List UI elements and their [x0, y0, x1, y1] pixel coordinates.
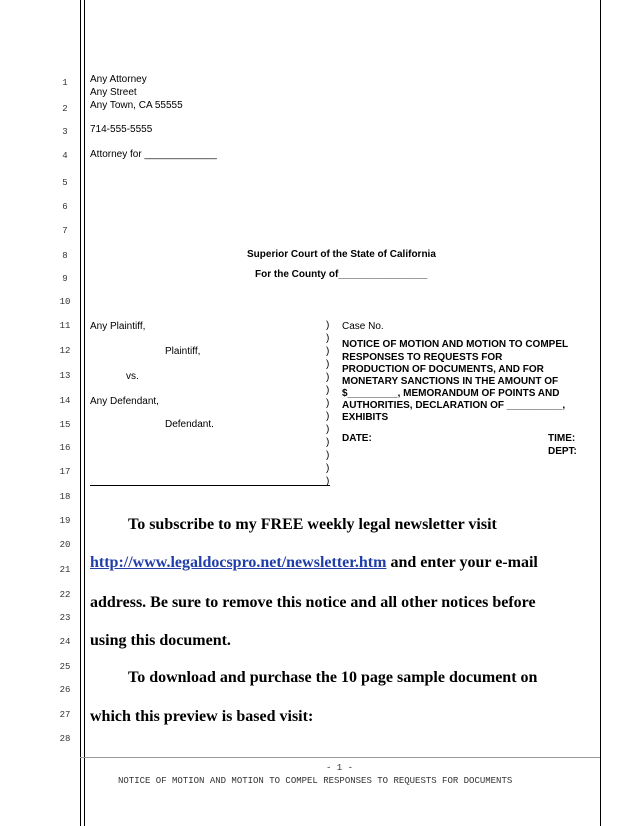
- paren: ): [326, 476, 330, 487]
- hearing-time: TIME:: [548, 433, 576, 444]
- notice-line: which this preview is based visit:: [90, 708, 314, 725]
- paren: ): [326, 463, 330, 474]
- footer-rule: [80, 757, 600, 758]
- line-number: 13: [59, 371, 71, 381]
- paren: ): [326, 450, 330, 461]
- line-number: 19: [59, 516, 71, 526]
- paren: ): [326, 385, 330, 396]
- court-name: Superior Court of the State of California: [247, 249, 436, 260]
- left-margin-rule: [80, 0, 81, 826]
- notice-line: To download and purchase the 10 page sample document on: [128, 669, 538, 686]
- line-number: 17: [59, 467, 71, 477]
- plaintiff-name: Any Plaintiff,: [90, 321, 146, 332]
- line-number: 15: [59, 420, 71, 430]
- line-number: 26: [59, 685, 71, 695]
- paren: ): [326, 398, 330, 409]
- line-number: 16: [59, 443, 71, 453]
- notice-line-rest: and enter your e-mail: [386, 554, 538, 571]
- attorney-for: Attorney for _____________: [90, 149, 217, 160]
- case-number: Case No.: [342, 321, 384, 332]
- line-number: 11: [59, 321, 71, 331]
- paren: ): [326, 437, 330, 448]
- line-number: 20: [59, 540, 71, 550]
- case-title-line: EXHIBITS: [342, 412, 389, 423]
- footer-title: NOTICE OF MOTION AND MOTION TO COMPEL RESPONSES TO REQUESTS FOR DOCUMENTS: [118, 776, 513, 786]
- notice-line: To subscribe to my FREE weekly legal newsletter visit: [128, 516, 497, 533]
- line-number: 18: [59, 492, 71, 502]
- line-number: 1: [62, 78, 68, 88]
- left-margin-rule-inner: [84, 0, 85, 826]
- line-number: 27: [59, 710, 71, 720]
- caption-underline: [90, 485, 330, 486]
- case-title-line: AUTHORITIES, DECLARATION OF __________,: [342, 400, 566, 411]
- paren: ): [326, 359, 330, 370]
- line-number: 24: [59, 637, 71, 647]
- line-number: 5: [62, 178, 68, 188]
- paren: ): [326, 320, 330, 331]
- case-title-line: NOTICE OF MOTION AND MOTION TO COMPEL: [342, 339, 569, 350]
- notice-line: address. Be sure to remove this notice and all other notices before: [90, 594, 536, 611]
- court-county: For the County of________________: [255, 269, 428, 280]
- line-number: 25: [59, 662, 71, 672]
- hearing-dept: DEPT:: [548, 446, 577, 457]
- defendant-name: Any Defendant,: [90, 396, 159, 407]
- paren: ): [326, 411, 330, 422]
- right-margin-rule: [600, 0, 601, 826]
- notice-line: using this document.: [90, 632, 231, 649]
- case-title-line: RESPONSES TO REQUESTS FOR: [342, 352, 503, 363]
- paren: ): [326, 333, 330, 344]
- line-number: 8: [62, 251, 68, 261]
- newsletter-link[interactable]: http://www.legaldocspro.net/newsletter.htm: [90, 554, 387, 571]
- line-number: 3: [62, 127, 68, 137]
- paren: ): [326, 372, 330, 383]
- attorney-name: Any Attorney: [90, 74, 147, 85]
- line-number: 28: [59, 734, 71, 744]
- paren: ): [326, 346, 330, 357]
- case-title-line: $_________, MEMORANDUM OF POINTS AND: [342, 388, 560, 399]
- line-number: 6: [62, 202, 68, 212]
- line-number: 21: [59, 565, 71, 575]
- line-number: 12: [59, 346, 71, 356]
- attorney-street: Any Street: [90, 87, 137, 98]
- notice-line: [90, 554, 538, 572]
- hearing-date: DATE:: [342, 433, 372, 444]
- versus-label: vs.: [126, 371, 139, 382]
- line-number: 4: [62, 151, 68, 161]
- line-number: 22: [59, 590, 71, 600]
- case-title-line: PRODUCTION OF DOCUMENTS, AND FOR: [342, 364, 544, 375]
- line-number: 7: [62, 226, 68, 236]
- line-number: 23: [59, 613, 71, 623]
- attorney-phone: 714-555-5555: [90, 124, 153, 135]
- line-number: 9: [62, 274, 68, 284]
- line-number: 10: [59, 297, 71, 307]
- plaintiff-label: Plaintiff,: [165, 346, 201, 357]
- case-title-line: MONETARY SANCTIONS IN THE AMOUNT OF: [342, 376, 559, 387]
- line-number: 2: [62, 104, 68, 114]
- line-number: 14: [59, 396, 71, 406]
- defendant-label: Defendant.: [165, 419, 214, 430]
- attorney-city: Any Town, CA 55555: [90, 100, 183, 111]
- page-number: - 1 -: [326, 763, 354, 773]
- paren: ): [326, 424, 330, 435]
